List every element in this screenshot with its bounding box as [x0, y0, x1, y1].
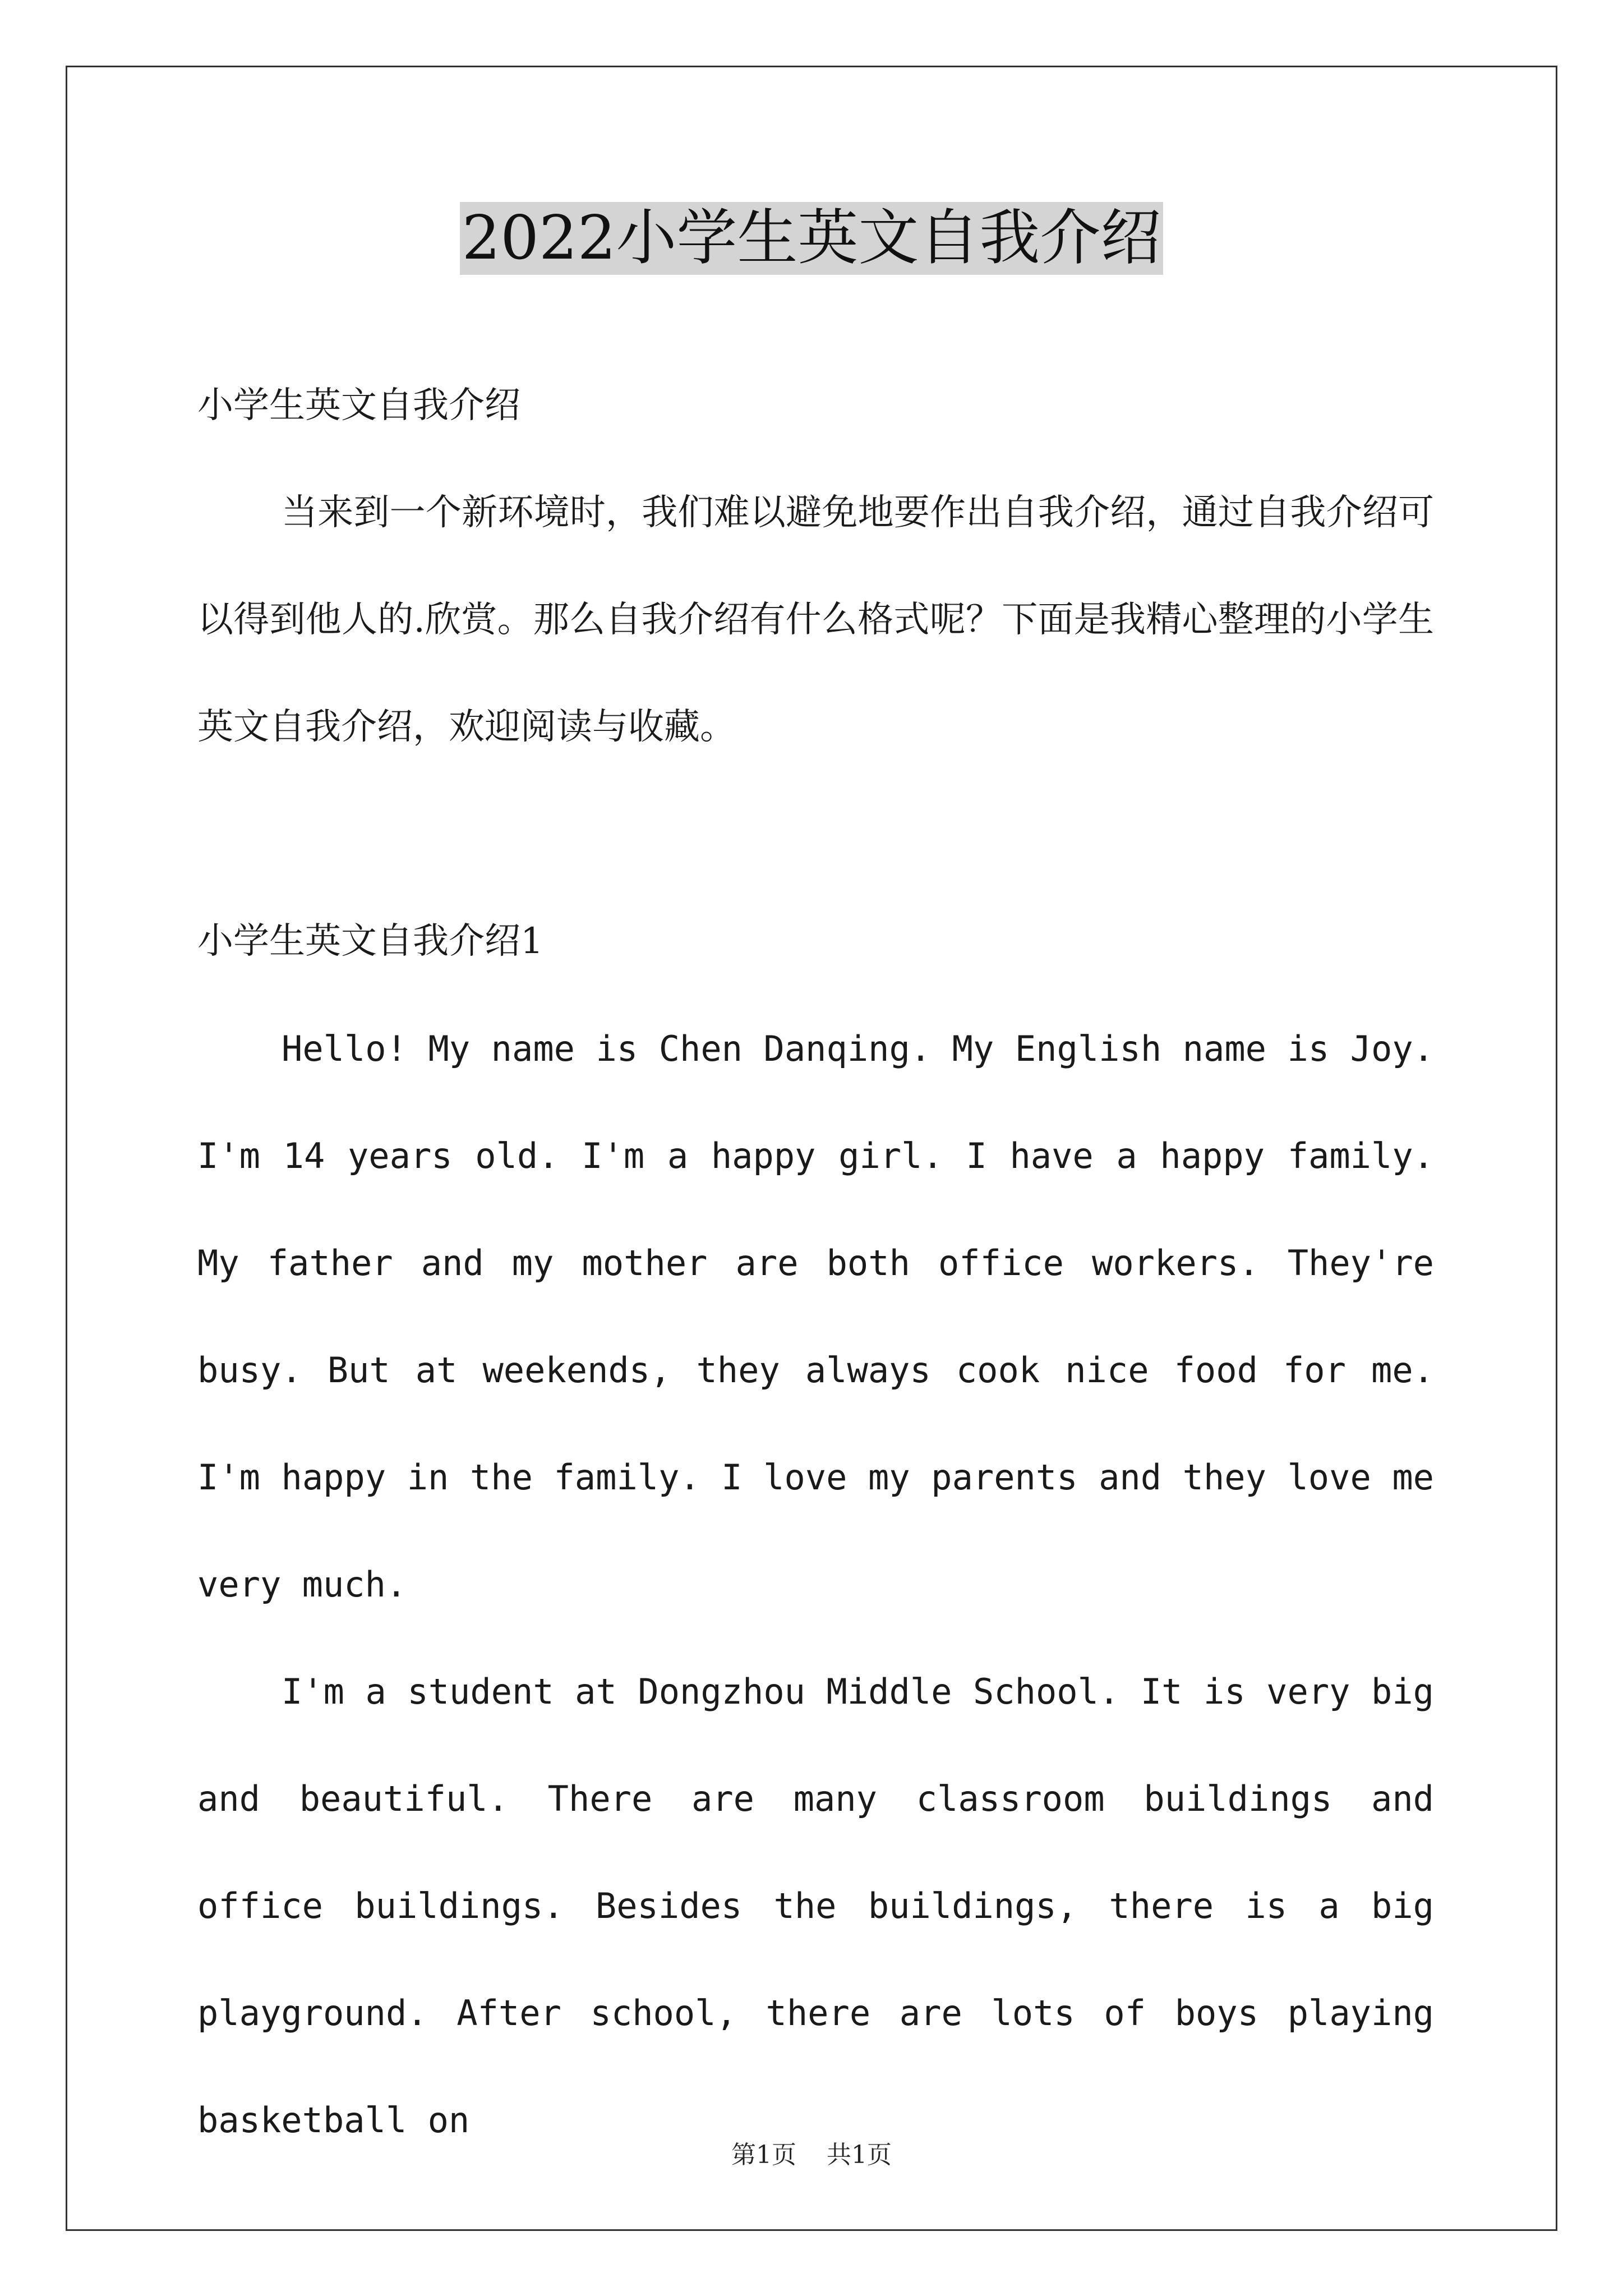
title-container: [0, 202, 1623, 275]
spacer: [197, 781, 1434, 888]
document-title: 2022小学生英文自我介绍: [460, 202, 1164, 275]
document-body: [197, 352, 1434, 2174]
intro-paragraph: 当来到一个新环境时，我们难以避免地要作出自我介绍，通过自我介绍可以得到他人的.欣赏。那么自我介绍有什么格式呢？下面是我精心整理的小学生英文自我介绍，欢迎阅读与收藏。: [197, 492, 1434, 748]
subtitle: 小学生英文自我介绍: [197, 385, 520, 426]
english-paragraph-1: Hello! My name is Chen Danqing. My English name is Joy. I'm 14 years old. I'm a happy girl. I have a happy family. My father and my mother are both office workers. They're busy. But at weekends, they always cook nice food for me. I'm happy in the family. I love my parents and they love me very much.: [197, 1028, 1434, 1605]
section-heading: 小学生英文自我介绍1: [197, 921, 543, 962]
page-number: 第1页: [731, 2141, 796, 2169]
english-paragraph-2: I'm a student at Dongzhou Middle School. It is very big and beautiful. There are many classroom buildings and office buildings. Besides the buildings, there is a big playground. After school, there are lots of boys playing basketball on: [197, 1671, 1434, 2141]
page-total: 共1页: [827, 2141, 892, 2169]
page-footer: [0, 2134, 1623, 2170]
